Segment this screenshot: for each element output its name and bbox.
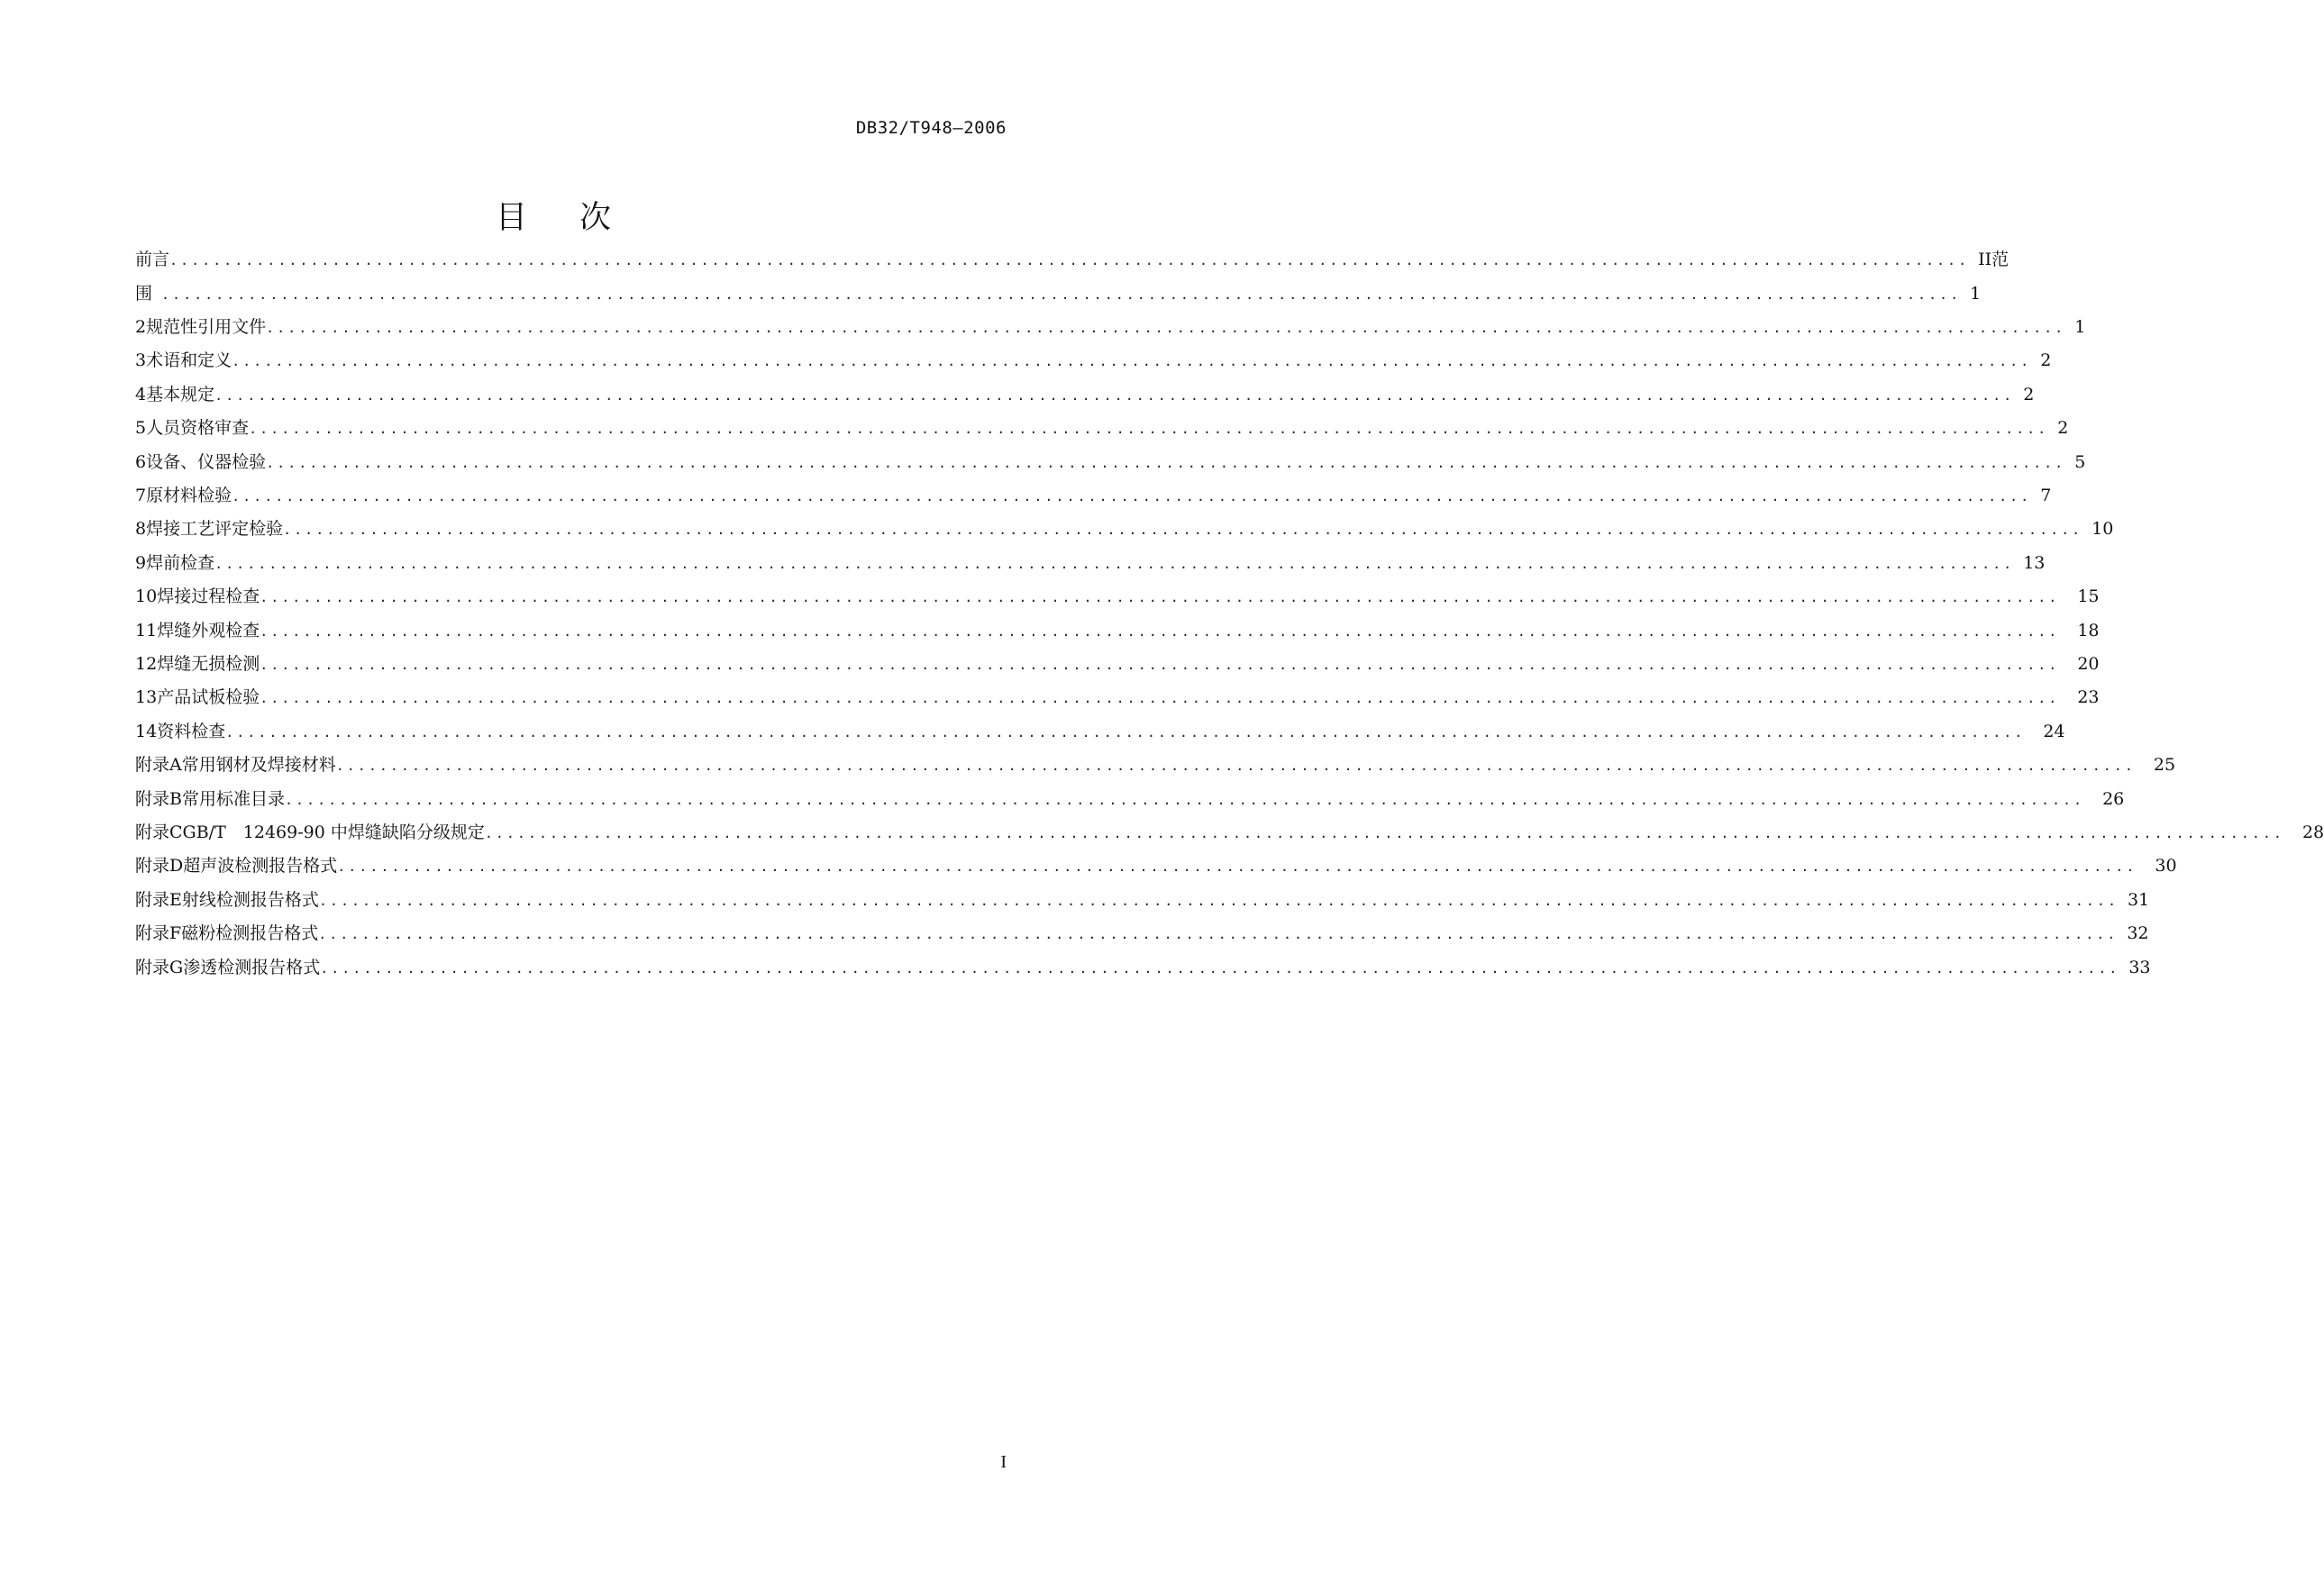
toc-leader: ...................................................................................................................................................................... bbox=[260, 589, 2060, 606]
toc-page: 10 bbox=[2092, 519, 2114, 540]
toc-number: 13 bbox=[135, 687, 158, 708]
toc-page: 20 bbox=[2077, 654, 2100, 674]
toc-page: 28 bbox=[2301, 822, 2324, 842]
toc-entry[interactable] bbox=[135, 920, 2149, 947]
toc-number: 9 bbox=[135, 552, 147, 573]
toc-label: 围 bbox=[135, 284, 153, 304]
toc-entry-foreword[interactable] bbox=[135, 246, 2010, 273]
toc-page: 33 bbox=[2128, 957, 2151, 977]
toc-number: 附录B bbox=[135, 788, 182, 809]
toc-page: 1 bbox=[2074, 317, 2086, 337]
toc-number: 4 bbox=[135, 384, 147, 404]
toc-number: 14 bbox=[135, 721, 158, 741]
toc-label: 焊前检查 bbox=[146, 552, 215, 573]
toc-page: 30 bbox=[2155, 856, 2177, 877]
toc-label: GB/T 12469-90 中焊缝缺陷分级规定 bbox=[182, 822, 485, 842]
toc-entry[interactable] bbox=[135, 886, 2150, 913]
toc-label: 常用标准目录 bbox=[181, 788, 285, 809]
toc-page: 32 bbox=[2127, 923, 2149, 944]
toc-page: 2 bbox=[2040, 350, 2052, 371]
toc-entry[interactable] bbox=[135, 650, 2100, 677]
toc-page: 24 bbox=[2043, 721, 2065, 741]
toc-page: 2 bbox=[2023, 384, 2035, 404]
toc-label: 规范性引用文件 bbox=[146, 317, 267, 337]
toc-number: 3 bbox=[135, 350, 147, 371]
toc-number: 附录A bbox=[135, 755, 182, 776]
toc-number: 附录D bbox=[135, 856, 184, 877]
toc-page: 18 bbox=[2077, 620, 2100, 641]
toc-number: 6 bbox=[135, 451, 147, 472]
toc-number: 5 bbox=[135, 418, 147, 439]
toc-leader: ...................................................................................................................................................................... bbox=[214, 555, 2015, 572]
toc-page: 5 bbox=[2074, 451, 2086, 472]
toc-page: 15 bbox=[2077, 586, 2100, 607]
toc-leader: ...................................................................................................................................................................... bbox=[161, 286, 1962, 303]
toc-label: 射线检测报告格式 bbox=[181, 889, 319, 910]
toc-leader: ...................................................................................................................................................................... bbox=[232, 353, 2032, 370]
toc-leader: ...................................................................................................................................................................... bbox=[260, 690, 2060, 707]
toc-leader: ...................................................................................................................................................................... bbox=[320, 959, 2120, 977]
toc-entry[interactable] bbox=[135, 515, 2114, 542]
toc-leader: ...................................................................................................................................................................... bbox=[225, 723, 2026, 741]
toc-number: 11 bbox=[135, 620, 158, 641]
toc-entry[interactable] bbox=[135, 786, 2125, 813]
toc-leader: ...................................................................................................................................................................... bbox=[283, 522, 2083, 539]
standard-code: DB32/T948—2006 bbox=[855, 118, 1007, 138]
toc-leader: ...................................................................................................................................................................... bbox=[318, 926, 2119, 943]
toc-label: 焊缝外观检查 bbox=[157, 620, 260, 641]
toc-label: 常用钢材及焊接材料 bbox=[181, 755, 336, 776]
toc-entry[interactable] bbox=[135, 852, 2177, 879]
toc-entry[interactable] bbox=[135, 684, 2100, 711]
toc-entry[interactable] bbox=[135, 313, 2086, 341]
toc-leader: ...................................................................................................................................................................... bbox=[337, 859, 2137, 876]
toc-leader: ...................................................................................................................................................................... bbox=[232, 488, 2032, 504]
toc-label: 人员资格审查 bbox=[146, 418, 250, 439]
toc-number: 12 bbox=[135, 654, 158, 674]
toc-number: 附录E bbox=[135, 889, 182, 910]
toc-label: 前言 bbox=[135, 250, 170, 269]
toc-page: 1 bbox=[1970, 284, 1982, 304]
toc-label: 超声波检测报告格式 bbox=[183, 856, 338, 877]
toc-label: 磁粉检测报告格式 bbox=[181, 923, 319, 944]
toc-leader: ...................................................................................................................................................................... bbox=[266, 454, 2066, 471]
toc-number: 7 bbox=[135, 486, 147, 505]
toc-entry[interactable] bbox=[135, 954, 2151, 981]
toc-label: 产品试板检验 bbox=[157, 687, 260, 708]
toc-page: II范 bbox=[1978, 250, 2010, 269]
toc-entry[interactable] bbox=[135, 583, 2100, 610]
toc-label: 焊接过程检查 bbox=[157, 586, 260, 607]
toc-page: 2 bbox=[2057, 418, 2069, 439]
toc-entry[interactable] bbox=[135, 414, 2069, 441]
toc-number: 附录C bbox=[135, 822, 183, 842]
toc-number: 附录F bbox=[135, 923, 182, 944]
toc-number: 附录G bbox=[135, 957, 184, 977]
toc-leader: ...................................................................................................................................................................... bbox=[335, 758, 2136, 775]
toc-entry[interactable] bbox=[135, 550, 2046, 577]
toc-leader: ...................................................................................................................................................................... bbox=[318, 892, 2119, 909]
toc-entry[interactable] bbox=[135, 751, 2176, 778]
toc-label: 设备、仪器检验 bbox=[146, 451, 267, 472]
toc-number: 10 bbox=[135, 586, 158, 607]
toc-entry[interactable] bbox=[135, 617, 2100, 644]
toc-leader: ...................................................................................................................................................................... bbox=[260, 657, 2060, 673]
toc-entry[interactable] bbox=[135, 819, 2324, 846]
toc-page: 26 bbox=[2102, 788, 2125, 809]
toc-label: 资料检查 bbox=[157, 721, 226, 741]
toc-label: 术语和定义 bbox=[146, 350, 232, 371]
toc-leader: ...................................................................................................................................................................... bbox=[266, 320, 2066, 336]
toc-page: 31 bbox=[2128, 889, 2150, 910]
toc-page: 23 bbox=[2077, 687, 2100, 708]
toc-label: 渗透检测报告格式 bbox=[183, 957, 321, 977]
toc-entry[interactable] bbox=[135, 347, 2052, 374]
toc-page: 13 bbox=[2023, 552, 2046, 573]
toc-label: 原材料检验 bbox=[146, 486, 232, 505]
toc-page: 7 bbox=[2040, 486, 2052, 505]
toc-leader: ...................................................................................................................................................................... bbox=[249, 421, 2049, 438]
toc-leader: ...................................................................................................................................................................... bbox=[260, 622, 2060, 640]
toc-label: 焊缝无损检测 bbox=[157, 654, 260, 674]
toc-leader: ...................................................................................................................................................................... bbox=[484, 825, 2284, 841]
toc-number: 2 bbox=[135, 317, 147, 337]
toc-entry[interactable] bbox=[135, 381, 2035, 408]
toc-entry[interactable] bbox=[135, 718, 2065, 745]
page-number: I bbox=[1000, 1452, 1007, 1472]
toc-leader: ...................................................................................................................................................................... bbox=[214, 386, 2015, 404]
toc-label: 焊接工艺评定检验 bbox=[146, 519, 284, 540]
toc-page: 25 bbox=[2153, 755, 2176, 776]
toc-entry-scope[interactable] bbox=[135, 280, 1982, 307]
toc-entry[interactable] bbox=[135, 449, 2086, 476]
toc-label: 基本规定 bbox=[146, 384, 215, 404]
toc-number: 8 bbox=[135, 519, 147, 540]
toc-leader: ...................................................................................................................................................................... bbox=[284, 791, 2085, 808]
toc-entry[interactable] bbox=[135, 482, 2052, 509]
toc-leader: ...................................................................................................................................................................... bbox=[169, 252, 1970, 268]
page-title: 目次 bbox=[495, 200, 663, 236]
